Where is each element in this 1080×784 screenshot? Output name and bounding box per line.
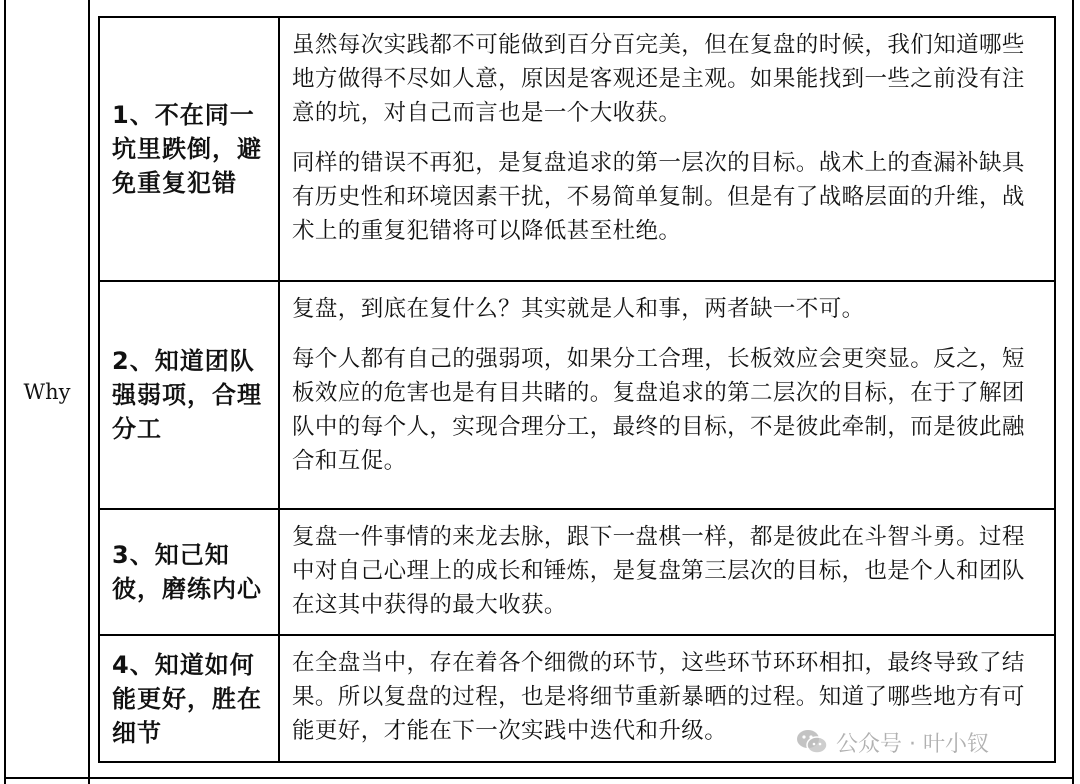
row-heading-cell: [100, 282, 280, 508]
row-heading: 3、知己知彼，磨练内心: [112, 541, 262, 603]
watermark: [796, 724, 989, 760]
paragraph: 每个人都有自己的强弱项，如果分工合理，长板效应会更突显。反之，短板效应的危害也是有目共睹的。复盘追求的第二层次的目标，在于了解团队中的每个人，实现合理分工，最终的目标，不是彼此牵制，而是彼此融合和互促。: [292, 346, 1025, 474]
row-heading-cell: [100, 510, 280, 634]
row-label-why: Why: [23, 380, 71, 404]
row-content-cell: [280, 18, 1054, 280]
row-heading: 4、知道如何能更好，胜在细节: [112, 650, 262, 747]
outer-table-right-border: [1072, 0, 1074, 784]
paragraph: 虽然每次实践都不可能做到百分百完美，但在复盘的时候，我们知道哪些地方做得不尽如人意，原因是客观还是主观。如果能找到一些之前没有注意的坑，对自己而言也是一个大收获。: [292, 32, 1025, 126]
outer-table-column-divider: [88, 0, 90, 784]
paragraph: 在全盘当中，存在着各个细微的环节，这些环节环环相扣，最终导致了结果。所以复盘的过程，也是将细节重新暴晒的过程。知道了哪些地方有可能更好，才能在下一次实践中迭代和升级。: [292, 650, 1025, 744]
table-row: [100, 508, 1054, 634]
wechat-icon: [796, 728, 828, 756]
row-content-cell: [280, 282, 1054, 508]
reasons-table: [98, 16, 1056, 763]
watermark-text: 公众号 · 叶小钗: [836, 731, 989, 757]
row-heading: 2、知道团队强弱项，合理分工: [112, 347, 262, 443]
paragraph: 复盘一件事情的来龙去脉，跟下一盘棋一样，都是彼此在斗智斗勇。过程中对自己心理上的成长和锤炼，是复盘第三层次的目标，也是个人和团队在这其中获得的最大收获。: [292, 524, 1025, 618]
table-row: [100, 280, 1054, 508]
row-content-cell: [280, 510, 1054, 634]
row-heading-cell: [100, 18, 280, 280]
paragraph: 复盘，到底在复什么？其实就是人和事，两者缺一不可。: [292, 296, 865, 322]
outer-table-bottom-border: [4, 777, 1074, 779]
table-row: [100, 18, 1054, 280]
row-heading-cell: [100, 636, 280, 761]
paragraph: 同样的错误不再犯，是复盘追求的第一层次的目标。战术上的查漏补缺具有历史性和环境因素干扰，不易简单复制。但是有了战略层面的升维，战术上的重复犯错将可以降低甚至杜绝。: [292, 150, 1025, 244]
row-heading: 1、不在同一坑里跌倒，避免重复犯错: [112, 101, 262, 197]
